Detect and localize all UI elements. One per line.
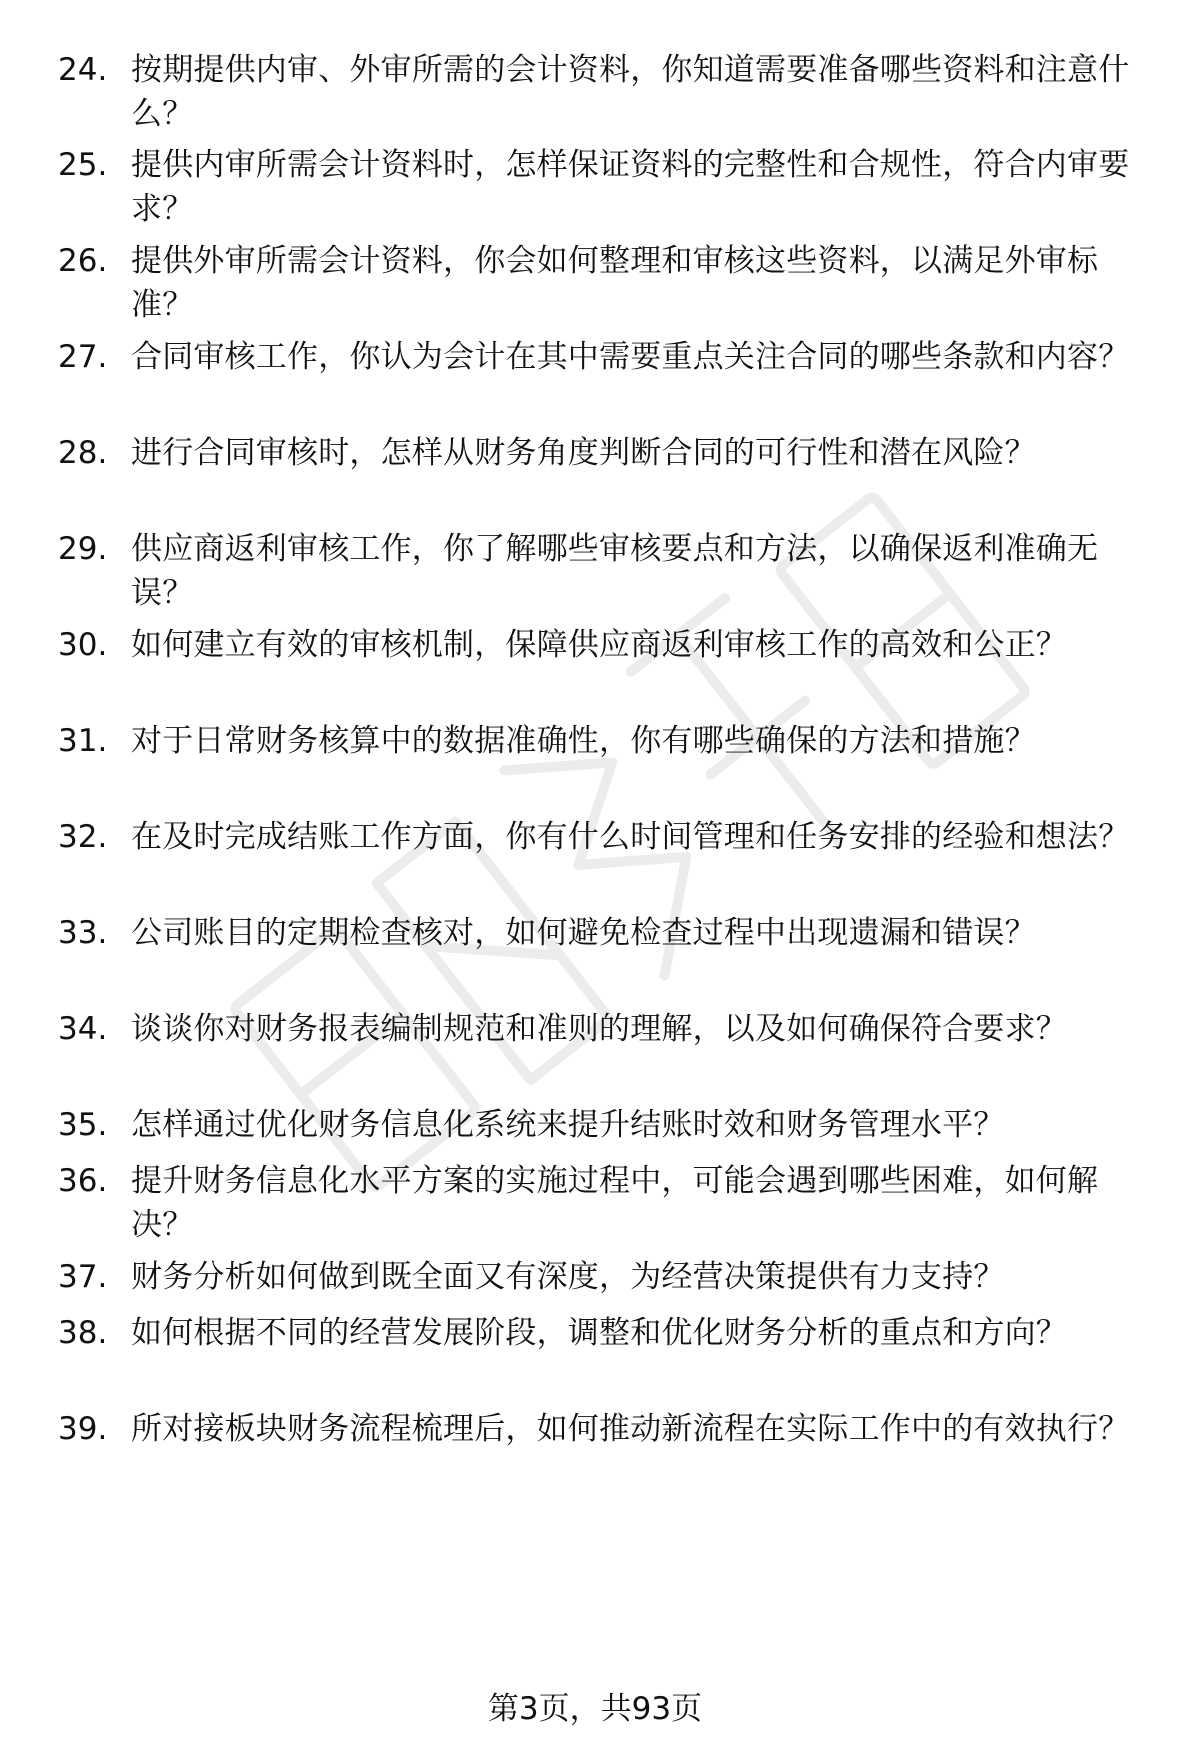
question-number: 33.	[58, 915, 108, 951]
question-text: 在及时完成结账工作方面，你有什么时间管理和任务安排的经验和想法？	[131, 819, 1130, 855]
question-text: 提供外审所需会计资料，你会如何整理和审核这些资料，以满足外审标准？	[131, 243, 1099, 323]
question-number: 27.	[58, 339, 108, 375]
question-text: 如何建立有效的审核机制，保障供应商返利审核工作的高效和公正？	[131, 627, 1067, 663]
question-text: 怎样通过优化财务信息化系统来提升结账时效和财务管理水平？	[131, 1107, 1005, 1143]
question-number: 35.	[58, 1107, 108, 1143]
question-number: 36.	[58, 1163, 108, 1199]
question-number: 39.	[58, 1411, 108, 1447]
question-number: 37.	[58, 1259, 108, 1295]
question-text: 如何根据不同的经营发展阶段，调整和优化财务分析的重点和方向？	[131, 1315, 1067, 1351]
question-text: 按期提供内审、外审所需的会计资料，你知道需要准备哪些资料和注意什么？	[131, 52, 1130, 132]
question-number: 30.	[58, 627, 108, 663]
question-text: 提供内审所需会计资料时，怎样保证资料的完整性和合规性，符合内审要求？	[131, 147, 1130, 227]
question-text: 公司账目的定期检查核对，如何避免检查过程中出现遗漏和错误？	[131, 915, 1036, 951]
question-text: 合同审核工作，你认为会计在其中需要重点关注合同的哪些条款和内容？	[131, 339, 1130, 375]
question-number: 26.	[58, 243, 108, 279]
question-number: 24.	[58, 52, 108, 88]
question-text: 财务分析如何做到既全面又有深度，为经营决策提供有力支持？	[131, 1259, 1005, 1295]
question-number: 25.	[58, 147, 108, 183]
question-number: 34.	[58, 1011, 108, 1047]
question-number: 38.	[58, 1315, 108, 1351]
question-number: 32.	[58, 819, 108, 855]
question-text: 提升财务信息化水平方案的实施过程中，可能会遇到哪些困难，如何解决？	[131, 1163, 1099, 1243]
question-text: 进行合同审核时，怎样从财务角度判断合同的可行性和潜在风险？	[131, 435, 1036, 471]
question-number: 28.	[58, 435, 108, 471]
question-text: 谈谈你对财务报表编制规范和准则的理解，以及如何确保符合要求？	[131, 1011, 1067, 1047]
question-number: 29.	[58, 531, 108, 567]
question-text: 对于日常财务核算中的数据准确性，你有哪些确保的方法和措施？	[131, 723, 1036, 759]
question-text: 供应商返利审核工作，你了解哪些审核要点和方法，以确保返利准确无误？	[131, 531, 1099, 611]
question-text: 所对接板块财务流程梳理后，如何推动新流程在实际工作中的有效执行？	[131, 1411, 1130, 1447]
question-number: 31.	[58, 723, 108, 759]
page-indicator: 第3页，共93页	[487, 1691, 703, 1727]
